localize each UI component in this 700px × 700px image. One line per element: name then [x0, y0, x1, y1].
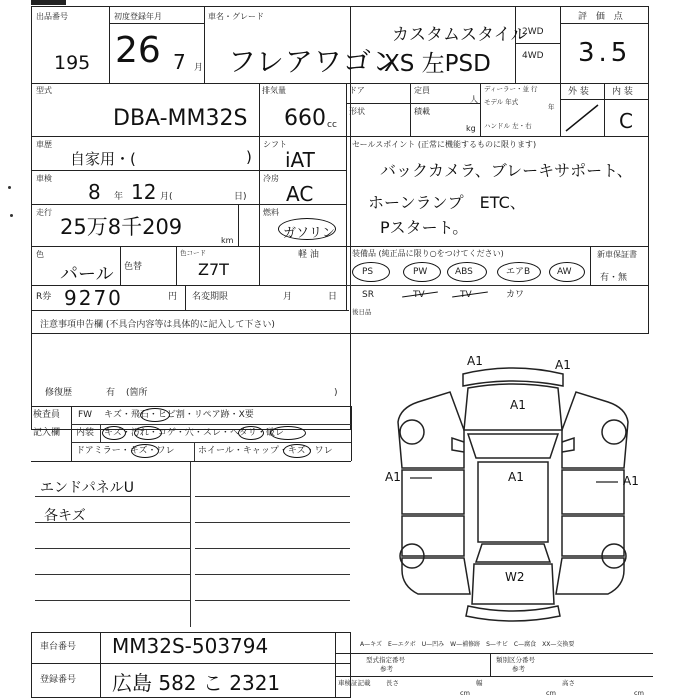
- registration-month: 7: [173, 50, 186, 74]
- length-unit: cm: [460, 689, 470, 697]
- damage-mark-right-side: A1: [623, 474, 639, 488]
- fuel-value: ガソリン: [283, 226, 336, 241]
- recycle-amount: 9270: [64, 286, 123, 310]
- 4wd-label: 4WD: [522, 51, 544, 61]
- exterior-slash: [560, 99, 604, 136]
- comment-line-2: 各キズ: [44, 508, 86, 524]
- door-label: ドア: [349, 86, 365, 95]
- sales-points-label: セールスポイント (正常に機能するものに限ります): [352, 140, 537, 149]
- length-label: 長さ: [386, 679, 399, 687]
- interior-grade: C: [619, 109, 633, 133]
- inspection-month: 12: [131, 180, 157, 204]
- warranty-label: 新車保証書: [597, 250, 637, 259]
- expiry-month: 月: [283, 292, 293, 302]
- yen-unit: 円: [168, 292, 178, 302]
- history-paren-close: ): [246, 148, 252, 166]
- expiry-day: 日: [328, 292, 338, 302]
- lot-number: 195: [54, 52, 91, 74]
- model-code: DBA-MM32S: [113, 106, 248, 131]
- fw-label: FW: [78, 410, 93, 420]
- inspector-entry-label: 記入欄: [33, 428, 61, 438]
- interior-items-label: 内装: [76, 428, 95, 438]
- model-label: 型式: [36, 86, 52, 95]
- kg-unit: kg: [466, 124, 476, 133]
- plate-label: 登録番号: [40, 675, 77, 685]
- equip-airbag: エアB: [506, 267, 531, 277]
- displacement: 660: [284, 106, 326, 131]
- load-label: 積載: [414, 107, 430, 116]
- width-label: 幅: [476, 679, 483, 687]
- color-code: Z7T: [198, 260, 229, 279]
- color-code-label: 色コード: [180, 249, 206, 257]
- height-label: 高さ: [562, 679, 575, 687]
- dealer-label: ディーラー・並 行: [484, 85, 538, 93]
- car-name-label: 車名・グレード: [208, 12, 264, 21]
- width-unit: cm: [546, 689, 556, 697]
- circle-dirt: [134, 426, 162, 440]
- shift-label: シフト: [263, 140, 287, 149]
- ac-label: 冷房: [263, 174, 279, 183]
- 2wd-label: 2WD: [522, 27, 544, 37]
- circle-mirror-scratch: [131, 444, 159, 458]
- grade-xs: XS 左PSD: [384, 51, 491, 77]
- first-registration-label: 初度登録年月: [114, 12, 162, 21]
- inspector-label: 検査員: [33, 410, 61, 420]
- circle-aw: [549, 262, 585, 282]
- model-cert-ref: 参考: [380, 665, 393, 673]
- km-unit: km: [221, 236, 234, 245]
- notes-label: 注意事項申告欄 (不具合内容等は具体的に記入して下さい): [40, 320, 275, 330]
- damage-mark-back-door: W2: [505, 570, 525, 584]
- repair-location-label: (箇所: [126, 388, 148, 398]
- chassis-number: MM32S-503794: [112, 634, 269, 658]
- grade-line: カスタムスタイル: [392, 25, 528, 45]
- lot-number-label: 出品番号: [36, 12, 68, 21]
- inspection-year: 8: [88, 180, 101, 204]
- model-year-label: モデル 年式: [484, 98, 519, 106]
- repair-history-value: 有: [106, 388, 116, 398]
- inspection-label: 車検: [36, 174, 52, 183]
- score-value: 3.5: [578, 38, 632, 68]
- mileage: 25万8千209: [60, 215, 183, 239]
- interior-label: 内 装: [612, 87, 633, 97]
- wheel-items: ホイール・キャップ・キズ・ワレ: [198, 446, 333, 456]
- height-unit: cm: [634, 689, 644, 697]
- damage-mark-hood: A1: [510, 398, 526, 412]
- model-cert-label: 型式指定番号: [366, 656, 405, 664]
- repaint-label: 色替: [124, 262, 143, 272]
- color-value: パール: [60, 264, 114, 285]
- circle-sag: [270, 426, 306, 440]
- sales-point-line-2: ホーンランプ ETC、: [368, 193, 526, 212]
- persons-unit: 人: [470, 95, 478, 104]
- repair-history-label: 修復歴: [45, 388, 73, 398]
- class-number-label: 類別区分番号: [496, 656, 535, 664]
- shift-value: iAT: [285, 148, 315, 172]
- equip-aw: AW: [557, 267, 572, 277]
- chassis-label: 車台番号: [40, 642, 77, 652]
- mileage-label: 走行: [36, 208, 52, 217]
- expiry-label: 名変期限: [192, 292, 229, 302]
- car-name: フレアワゴン: [228, 45, 401, 78]
- equip-ps: PS: [362, 267, 374, 277]
- equip-leather: カワ: [506, 290, 525, 300]
- damage-mark-left-side: A1: [385, 470, 401, 484]
- plate-number: 広島 582 こ 2321: [112, 671, 281, 695]
- score-label: 評 価 点: [578, 12, 626, 22]
- circle-abs: [447, 262, 487, 282]
- class-number-ref: 参考: [512, 665, 525, 673]
- circle-airbag: [497, 262, 541, 282]
- light-oil-label: 軽 油: [298, 250, 319, 260]
- fuel-label: 燃料: [263, 208, 279, 217]
- year-unit: 年: [548, 103, 555, 111]
- aftermarket-label: 後日品: [352, 308, 372, 316]
- history-value: 自家用・(: [70, 150, 136, 168]
- ac-value: AC: [286, 182, 314, 206]
- damage-arrows: [400, 470, 640, 500]
- circle-chip: [140, 408, 170, 422]
- fw-items: キズ・飛石・ヒビ割・リペア跡・X要: [104, 410, 254, 420]
- damage-mark-front-right: A1: [555, 358, 571, 372]
- mirror-items: ドアミラー・キズ・ワレ: [76, 446, 175, 456]
- exterior-label: 外 装: [568, 87, 589, 97]
- displacement-label: 排気量: [262, 86, 286, 95]
- circle-int-scratch: [102, 426, 126, 440]
- equip-sr: SR: [362, 290, 374, 300]
- circle-wheel-scratch: [283, 444, 311, 458]
- recycle-label: R券: [36, 292, 52, 302]
- comment-line-1: エンドパネルU: [40, 480, 134, 496]
- circle-ps: [352, 262, 390, 282]
- circle-pw: [403, 262, 441, 282]
- inspection-month-unit: 月(: [160, 192, 173, 202]
- repair-paren-close: ): [334, 388, 338, 398]
- equip-abs: ABS: [455, 267, 473, 277]
- equip-tv-2: TV: [460, 290, 472, 300]
- damage-legend: A—キズ E—エクボ U—凹み W—補修跡 S—サビ C—腐食 XX—交換要: [360, 641, 575, 648]
- history-label: 車歴: [36, 140, 52, 149]
- registration-year: 26: [115, 30, 161, 71]
- capacity-label: 定員: [414, 86, 430, 95]
- equipment-label: 装備品 (純正品に限り○をつけてください): [352, 249, 504, 258]
- inspection-day-unit: 日): [234, 192, 247, 202]
- circle-scuff: [238, 426, 264, 440]
- handle-label: ハンドル 左・右: [484, 122, 532, 130]
- dims-label: 車検証記載: [338, 679, 371, 687]
- sales-point-line-3: Pスタート。: [380, 218, 469, 237]
- body-type-label: 形状: [349, 107, 365, 116]
- sales-point-line-1: バックカメラ、ブレーキサポート、: [380, 161, 633, 180]
- equip-tv-1: TV: [413, 290, 425, 300]
- damage-mark-front-left: A1: [467, 354, 483, 368]
- cc-unit: cc: [327, 120, 337, 130]
- equip-pw: PW: [413, 267, 428, 277]
- interior-items: キズ・汚れ・コゲ・穴・スレ・ヘタリ・破レ: [104, 428, 284, 438]
- fuel-circle: [278, 218, 336, 240]
- month-unit: 月: [194, 63, 204, 73]
- warranty-value: 有・無: [600, 273, 628, 283]
- color-label: 色: [36, 250, 44, 259]
- damage-mark-roof: A1: [508, 470, 524, 484]
- inspection-year-unit: 年: [114, 192, 124, 202]
- top-tab: [31, 0, 66, 5]
